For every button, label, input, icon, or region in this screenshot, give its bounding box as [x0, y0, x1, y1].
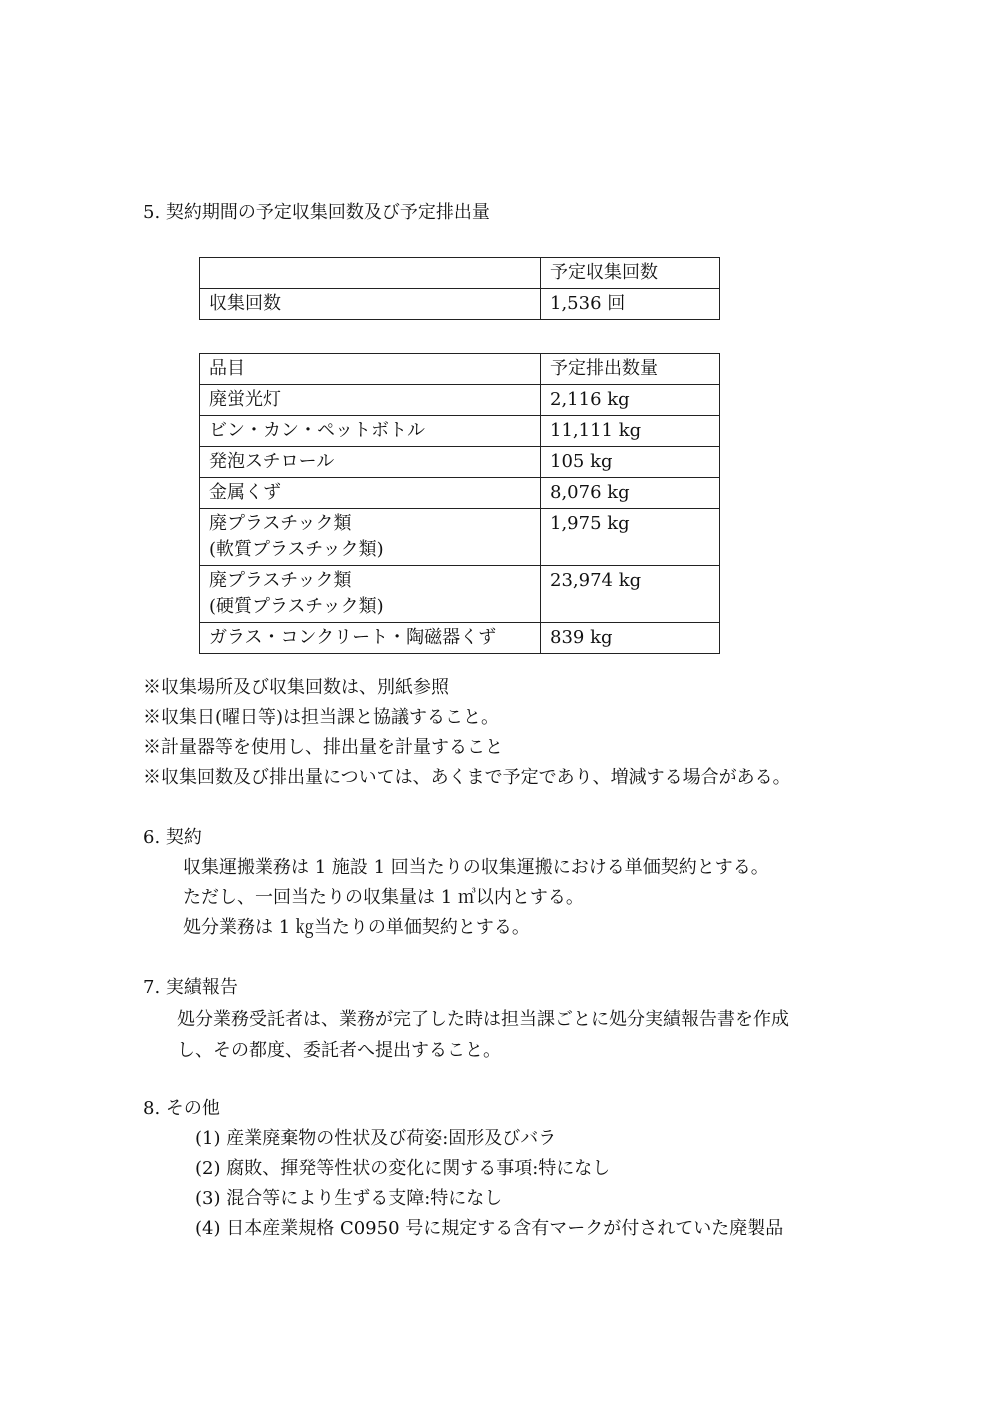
table-cell: 収集回数: [200, 289, 541, 320]
item-subname: (硬質プラスチック類): [209, 596, 384, 617]
table-cell: [200, 258, 541, 289]
list-item: (3) 混合等により生ずる支障:特になし: [195, 1188, 503, 1209]
table-cell: 839 kg: [541, 623, 720, 654]
paragraph-line: ただし、一回当たりの収集量は 1 ㎥以内とする。: [183, 887, 584, 908]
table-cell: 予定排出数量: [541, 354, 720, 385]
table-cell: [200, 566, 541, 623]
table-cell: 金属くず: [200, 478, 541, 509]
table-cell: 予定収集回数: [541, 258, 720, 289]
table-row: [200, 623, 720, 654]
table-cell: 発泡スチロール: [200, 447, 541, 478]
emission-quantity-table: [199, 353, 720, 654]
note-line: ※収集場所及び収集回数は、別紙参照: [143, 677, 449, 698]
section-6-heading: 6. 契約: [143, 827, 202, 848]
table-row: [200, 289, 720, 320]
table-cell: 11,111 kg: [541, 416, 720, 447]
list-item: (1) 産業廃棄物の性状及び荷姿:固形及びバラ: [195, 1128, 557, 1149]
table-header-row: [200, 354, 720, 385]
paragraph-line: し、その都度、委託者へ提出すること。: [177, 1040, 501, 1061]
list-item: (4) 日本産業規格 C0950 号に規定する含有マークが付されていた廃製品: [195, 1218, 784, 1239]
table-row: [200, 509, 720, 566]
table-cell: 23,974 kg: [541, 566, 720, 623]
item-subname: (軟質プラスチック類): [209, 539, 384, 560]
paragraph-line: 処分業務受託者は、業務が完了した時は担当課ごとに処分実績報告書を作成: [177, 1009, 789, 1030]
table-cell: 1,536 回: [541, 289, 720, 320]
table-cell: [200, 509, 541, 566]
item-name: 廃プラスチック類: [209, 513, 352, 534]
table-cell: 1,975 kg: [541, 509, 720, 566]
table-cell: 8,076 kg: [541, 478, 720, 509]
table-cell: 2,116 kg: [541, 385, 720, 416]
section-8-heading: 8. その他: [143, 1098, 220, 1119]
table-header-row: [200, 258, 720, 289]
list-item: (2) 腐敗、揮発等性状の変化に関する事項:特になし: [195, 1158, 611, 1179]
table-cell: ガラス・コンクリート・陶磁器くず: [200, 623, 541, 654]
table-cell: 105 kg: [541, 447, 720, 478]
table-row: [200, 478, 720, 509]
table-cell: ビン・カン・ペットボトル: [200, 416, 541, 447]
table-cell: 廃蛍光灯: [200, 385, 541, 416]
item-name: 廃プラスチック類: [209, 570, 352, 591]
note-line: ※計量器等を使用し、排出量を計量すること: [143, 737, 503, 758]
paragraph-line: 処分業務は 1 ㎏当たりの単価契約とする。: [183, 917, 530, 938]
table-row: [200, 447, 720, 478]
table-row: [200, 385, 720, 416]
table-row: [200, 566, 720, 623]
collection-count-table: [199, 257, 720, 320]
table-cell: 品目: [200, 354, 541, 385]
note-line: ※収集回数及び排出量については、あくまで予定であり、増減する場合がある。: [143, 767, 791, 788]
section-7-heading: 7. 実績報告: [143, 977, 238, 998]
section-5-heading: 5. 契約期間の予定収集回数及び予定排出量: [143, 202, 490, 223]
note-line: ※収集日(曜日等)は担当課と協議すること。: [143, 707, 500, 728]
table-row: [200, 416, 720, 447]
paragraph-line: 収集運搬業務は 1 施設 1 回当たりの収集運搬における単価契約とする。: [183, 857, 769, 878]
